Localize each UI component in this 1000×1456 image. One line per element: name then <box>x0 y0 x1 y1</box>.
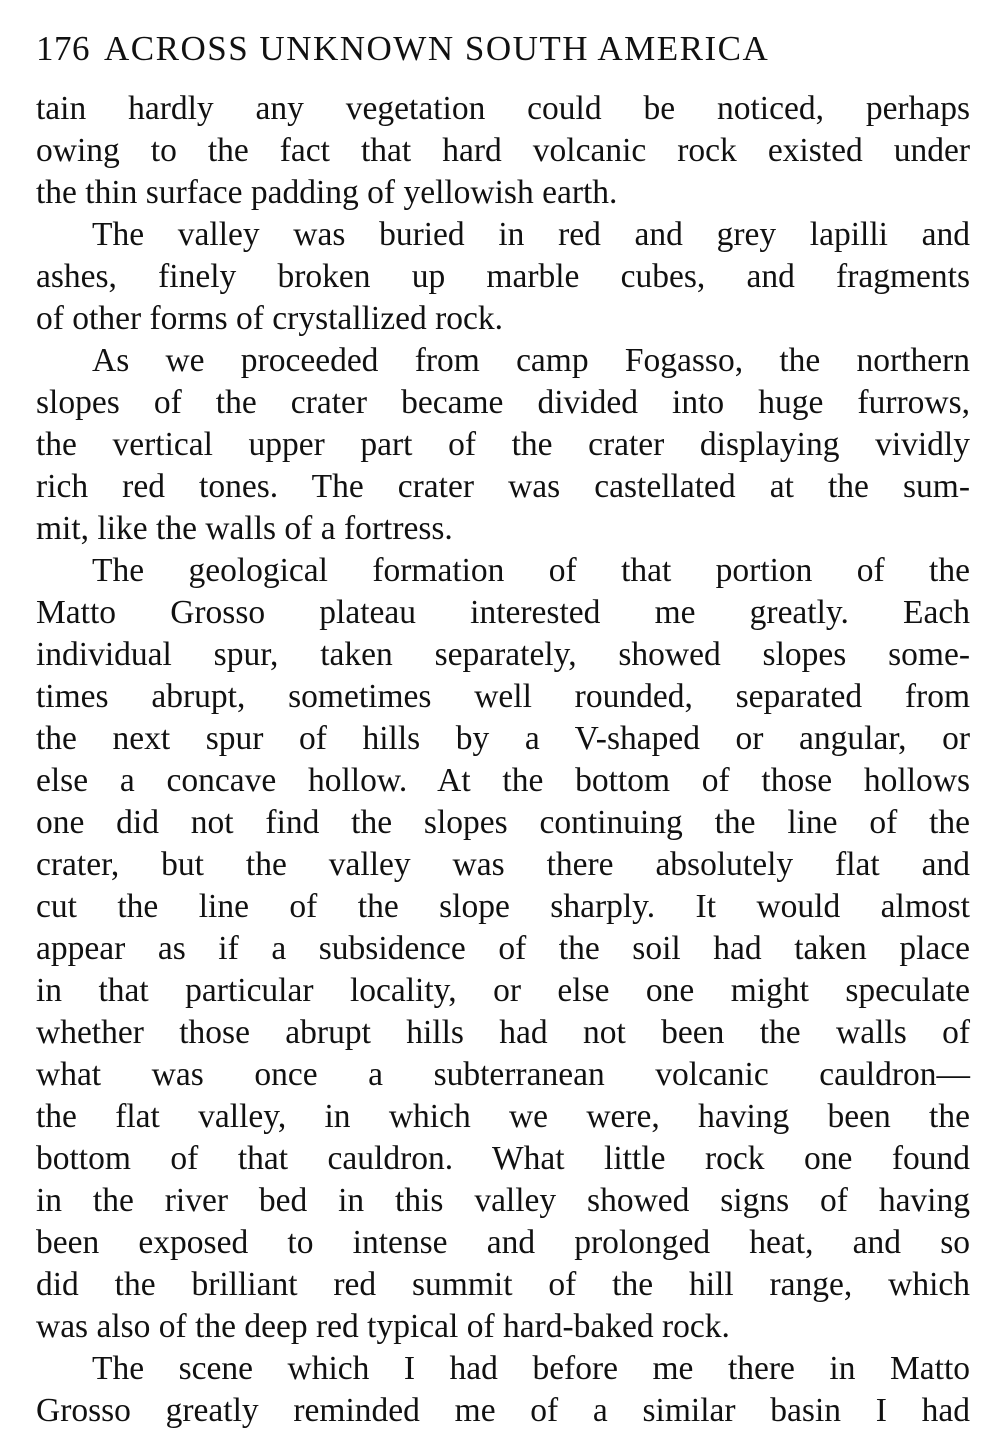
text-line: individual spur, taken separately, showed slopes some- <box>36 636 970 673</box>
text-line: bottom of that cauldron. What little rock one found <box>36 1140 970 1177</box>
body-text <box>36 88 970 1432</box>
text-line: cut the line of the slope sharply. It would almost <box>36 888 970 925</box>
running-title: ACROSS UNKNOWN SOUTH AMERICA <box>104 29 770 68</box>
text-line: the thin surface padding of yellowish earth. <box>36 174 618 211</box>
text-line: ashes, finely broken up marble cubes, and fragments <box>36 258 970 295</box>
text-line: what was once a subterranean volcanic cauldron— <box>36 1056 970 1093</box>
text-line: was also of the deep red typical of hard-baked rock. <box>36 1308 730 1345</box>
text-line: owing to the fact that hard volcanic rock existed under <box>36 132 970 169</box>
text-line: Matto Grosso plateau interested me greatly. Each <box>36 594 970 631</box>
text-line: The geological formation of that portion of the <box>92 552 970 589</box>
text-line: in the river bed in this valley showed signs of having <box>36 1182 970 1219</box>
text-line: been exposed to intense and prolonged heat, and so <box>36 1224 970 1261</box>
text-line: crater, but the valley was there absolutely flat and <box>36 846 970 883</box>
text-line: of other forms of crystallized rock. <box>36 300 503 337</box>
text-line: mit, like the walls of a fortress. <box>36 510 453 547</box>
book-page <box>36 18 970 1432</box>
text-line: in that particular locality, or else one might speculate <box>36 972 970 1009</box>
text-line: one did not find the slopes continuing the line of the <box>36 804 970 841</box>
text-line: Grosso greatly reminded me of a similar basin I had <box>36 1392 970 1429</box>
running-header <box>36 18 970 80</box>
page-number: 176 <box>36 29 90 68</box>
text-line: the next spur of hills by a V-shaped or angular, or <box>36 720 970 757</box>
text-line: the flat valley, in which we were, having been the <box>36 1098 970 1135</box>
text-line: the vertical upper part of the crater displaying vividly <box>36 426 970 463</box>
text-line: As we proceeded from camp Fogasso, the northern <box>92 342 970 379</box>
text-line: else a concave hollow. At the bottom of those hollows <box>36 762 970 799</box>
text-line: slopes of the crater became divided into huge furrows, <box>36 384 970 421</box>
text-line: tain hardly any vegetation could be noticed, perhaps <box>36 90 970 127</box>
text-line: whether those abrupt hills had not been the walls of <box>36 1014 970 1051</box>
text-line: did the brilliant red summit of the hill range, which <box>36 1266 970 1303</box>
text-line: appear as if a subsidence of the soil had taken place <box>36 930 970 967</box>
text-line: rich red tones. The crater was castellated at the sum- <box>36 468 970 505</box>
text-line: The scene which I had before me there in Matto <box>92 1350 970 1387</box>
text-line: The valley was buried in red and grey lapilli and <box>92 216 970 253</box>
text-line: times abrupt, sometimes well rounded, separated from <box>36 678 970 715</box>
